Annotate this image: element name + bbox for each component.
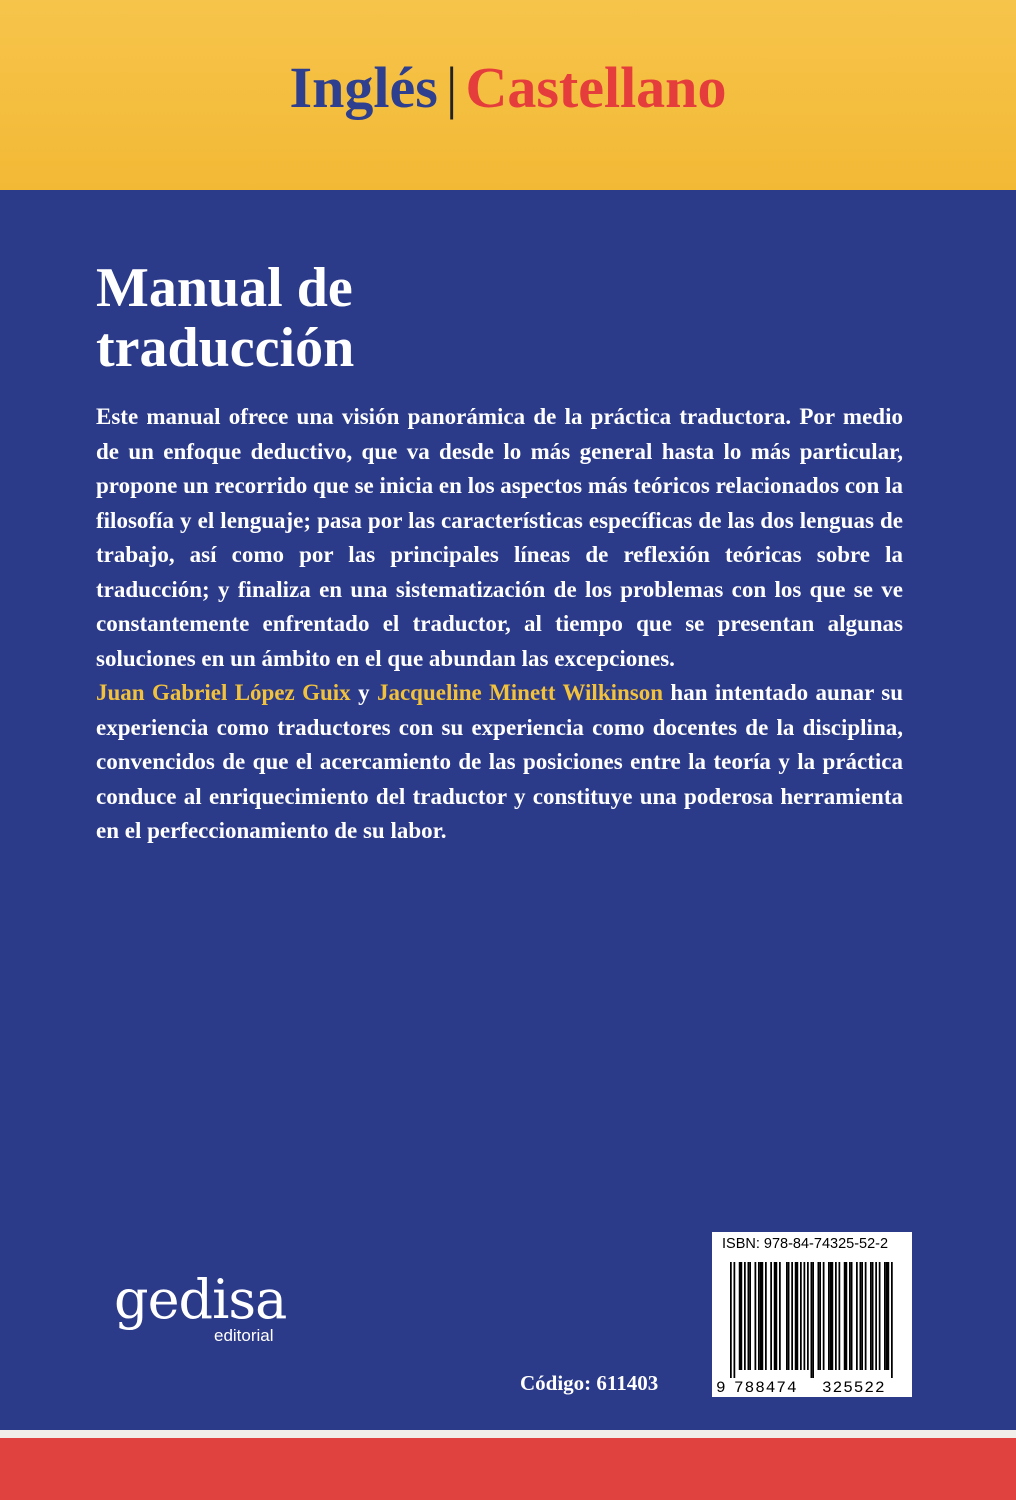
language-english: Inglés	[289, 55, 438, 120]
barcode-bar	[734, 1262, 736, 1378]
barcode-bar	[758, 1262, 760, 1370]
barcode-bar	[741, 1262, 743, 1370]
synopsis	[96, 400, 903, 849]
barcode-bar	[860, 1262, 862, 1370]
synopsis-paragraph-1: Este manual ofrece una visión panorámica de la práctica traductora. Por medio de un enfoque deductivo, que va desde lo más general hasta lo más particular, propone un recorrido que se inicia en los aspectos más teóricos relacionados con la filosofía y el lenguaje; pasa por las características específicas de las dos lenguas de trabajo, así como por las principales líneas de reflexión teóricas sobre la traducción; y finaliza en una sistematización de los problemas con los que se ve constantemente enfrentado el traductor, al tiempo que se presentan algunas soluciones en un ámbito en el que abundan las excepciones.	[96, 404, 903, 671]
barcode-bar	[875, 1262, 877, 1370]
barcode-bar	[791, 1262, 793, 1370]
barcode-bar	[748, 1262, 750, 1370]
barcode-bar	[786, 1262, 788, 1370]
barcode-bar	[800, 1262, 802, 1370]
barcode-bar	[774, 1262, 776, 1370]
barcode-bar	[812, 1262, 814, 1378]
barcode-bar	[888, 1262, 890, 1370]
barcode-bar	[879, 1262, 881, 1370]
barcode-bar	[884, 1262, 886, 1370]
barcode-bar	[770, 1262, 772, 1370]
barcode-bar	[851, 1262, 853, 1370]
barcode-bar	[776, 1262, 778, 1370]
barcode-bar	[811, 1262, 813, 1378]
language-header	[0, 52, 1016, 124]
book-title	[96, 258, 354, 378]
barcode-bar	[765, 1262, 767, 1370]
barcode-bar	[856, 1262, 858, 1370]
barcode-bar	[788, 1262, 790, 1370]
barcode-lead-digit: 9	[716, 1379, 726, 1397]
divider-strip	[0, 1430, 1016, 1438]
barcode-bar	[804, 1262, 806, 1370]
barcode-label	[712, 1232, 912, 1397]
isbn-number: ISBN: 978-84-74325-52-2	[722, 1236, 889, 1252]
barcode-bar	[835, 1262, 837, 1370]
barcode-bar	[779, 1262, 781, 1370]
barcode-bar	[755, 1262, 757, 1370]
barcode-bar	[844, 1262, 846, 1370]
barcode-bar	[861, 1262, 863, 1370]
barcode-bar	[730, 1262, 732, 1378]
barcode-bar	[830, 1262, 832, 1370]
author-name-1: Juan Gabriel López Guix	[96, 680, 351, 705]
barcode-digits-left: 788474	[734, 1379, 798, 1397]
publisher-name: gedisa	[114, 1268, 287, 1331]
publisher-subtitle: editorial	[214, 1326, 274, 1345]
barcode-bar	[828, 1262, 830, 1370]
language-spanish: Castellano	[465, 55, 727, 120]
barcode-bar	[832, 1262, 834, 1370]
barcode-bar	[807, 1262, 809, 1370]
barcode-bar	[739, 1262, 741, 1370]
barcode-bar	[870, 1262, 872, 1370]
barcode-bar	[818, 1262, 820, 1370]
barcode-bar	[846, 1262, 848, 1370]
publisher-logo	[114, 1268, 314, 1352]
barcode-bar	[795, 1262, 797, 1370]
book-title-line-1: Manual de	[96, 257, 353, 319]
barcode-graphic	[712, 1232, 912, 1397]
barcode-bar	[872, 1262, 874, 1370]
barcode-bar	[819, 1262, 821, 1370]
book-title-line-2: traducción	[96, 317, 355, 379]
language-separator: |	[445, 55, 458, 120]
author-name-2: Jacqueline Minett Wilkinson	[376, 680, 664, 705]
product-code: Código: 611403	[520, 1371, 659, 1395]
barcode-bar	[762, 1262, 764, 1370]
barcode-bar	[849, 1262, 851, 1370]
barcode-bar	[760, 1262, 762, 1370]
barcode-bar	[797, 1262, 799, 1370]
synopsis-paragraph-2	[96, 676, 903, 849]
synopsis-paragraph-2-text: han intentado aunar su experiencia como traductores con su experiencia como docentes de la disciplina, convencidos de que el acercamiento de las posiciones entre la teoría y la práctica conduce al enriquecimiento del traductor y constituye una poderosa herramienta en el perfeccionamiento de su labor.	[96, 680, 904, 843]
barcode-bar	[744, 1262, 746, 1370]
barcode-digits-right: 325522	[822, 1379, 886, 1397]
barcode-bars	[730, 1262, 893, 1378]
barcode-bar	[865, 1262, 867, 1370]
barcode-bar	[891, 1262, 893, 1378]
barcode-bar	[823, 1262, 825, 1370]
barcode-bar	[886, 1262, 888, 1370]
barcode-bar	[839, 1262, 841, 1370]
barcode-bar	[749, 1262, 751, 1370]
author-connector: y	[358, 680, 370, 705]
